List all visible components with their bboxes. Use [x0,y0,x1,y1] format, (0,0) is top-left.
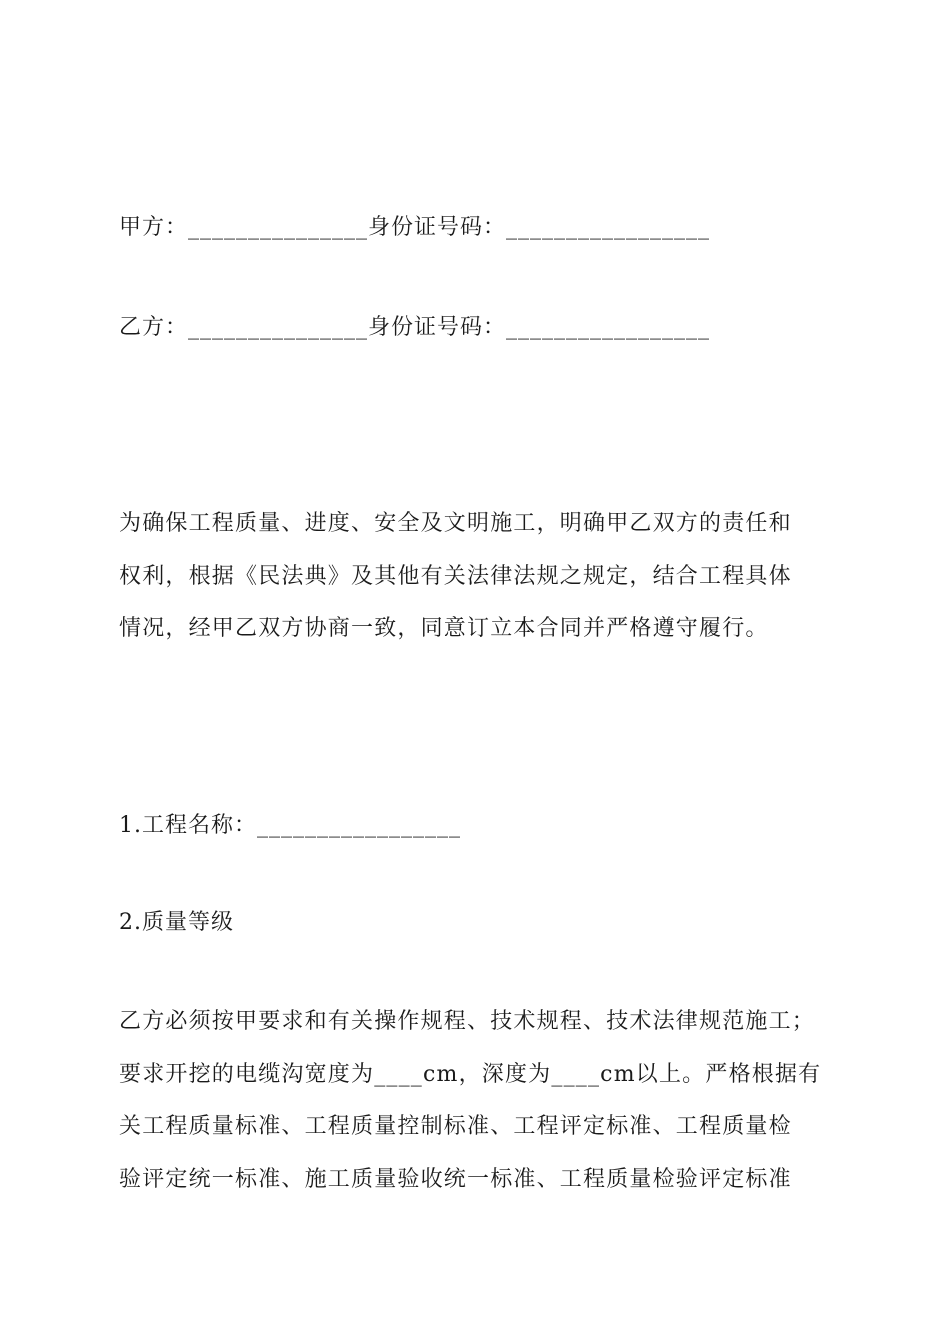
party-b-line: 乙方：_______________身份证号码：_________________ [119,315,711,340]
quality-line: 关工程质量标准、工程质量控制标准、工程评定标准、工程质量检 [119,1114,792,1139]
quality-line: 验评定统一标准、施工质量验收统一标准、工程质量检验评定标准 [119,1166,792,1192]
preamble-line: 为确保工程质量、进度、安全及文明施工，明确甲乙双方的责任和 [119,511,792,536]
preamble-paragraph [119,498,834,656]
preamble-line: 情况，经甲乙双方协商一致，同意订立本合同并严格遵守履行。 [119,616,769,641]
quality-line: 乙方必须按甲要求和有关操作规程、技术规程、技术法律规范施工； [119,1009,816,1034]
quality-paragraph [119,996,834,1206]
project-name-line: 1.工程名称：_________________ [119,813,461,838]
quality-line: 要求开挖的电缆沟宽度为____cm，深度为____cm以上。严格根据有 [119,1061,822,1087]
preamble-line: 权利，根据《民法典》及其他有关法律法规之规定，结合工程具体 [119,563,792,589]
party-a-line: 甲方：_______________身份证号码：_________________ [119,215,711,240]
quality-grade-heading: 2.质量等级 [119,910,234,935]
